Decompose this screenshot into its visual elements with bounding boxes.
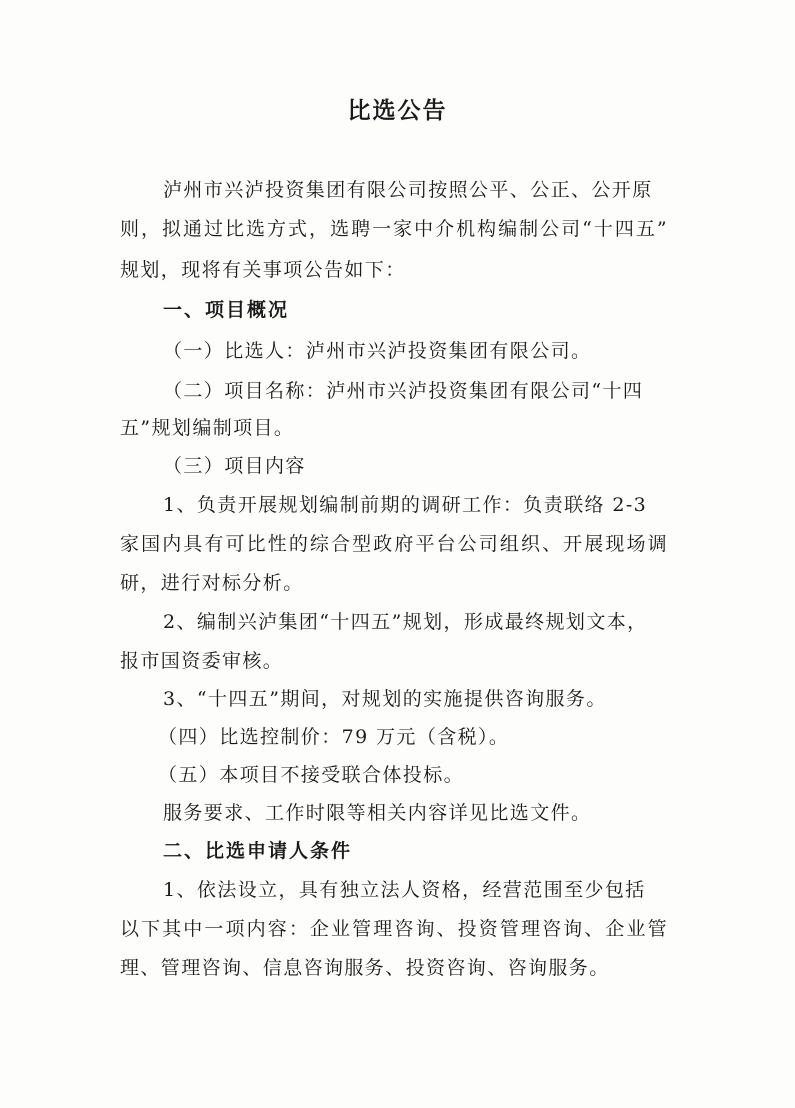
paragraph-line: （五）本项目不接受联合体投标。 bbox=[158, 764, 465, 786]
paragraph-line: 五”规划编制项目。 bbox=[120, 417, 295, 439]
paragraph-line: 泸州市兴泸投资集团有限公司按照公平、公正、公开原 bbox=[163, 179, 653, 201]
paragraph-line: 理、管理咨询、信息咨询服务、投资咨询、咨询服务。 bbox=[120, 957, 610, 979]
paragraph-line: （一）比选人：泸州市兴泸投资集团有限公司。 bbox=[163, 340, 592, 362]
paragraph-line: （三）项目内容 bbox=[163, 455, 306, 477]
paragraph-line: 服务要求、工作时限等相关内容详见比选文件。 bbox=[163, 802, 592, 824]
section-heading: 一、项目概况 bbox=[163, 299, 290, 321]
paragraph-line: 报市国资委审核。 bbox=[120, 650, 284, 672]
paragraph-line: 研，进行对标分析。 bbox=[120, 572, 304, 594]
paragraph-line: （四）比选控制价：79 万元（含税）。 bbox=[158, 726, 510, 748]
paragraph-line: 3、“十四五”期间，对规划的实施提供咨询服务。 bbox=[163, 688, 607, 710]
paragraph-line: 1、负责开展规划编制前期的调研工作：负责联络 2-3 bbox=[163, 494, 648, 516]
paragraph-line: 则，拟通过比选方式，选聘一家中介机构编制公司“十四五” bbox=[120, 218, 668, 240]
paragraph-line: 规划，现将有关事项公告如下： bbox=[120, 259, 406, 281]
paragraph-line: （二）项目名称：泸州市兴泸投资集团有限公司“十四 bbox=[163, 380, 644, 402]
section-heading: 二、比选申请人条件 bbox=[163, 840, 353, 862]
paragraph-line: 家国内具有可比性的综合型政府平台公司组织、开展现场调 bbox=[120, 533, 668, 555]
paragraph-line: 1、依法设立，具有独立法人资格，经营范围至少包括 bbox=[163, 879, 646, 901]
page-title: 比选公告 bbox=[347, 98, 448, 124]
paragraph-line: 2、编制兴泸集团“十四五”规划，形成最终规划文本， bbox=[163, 611, 648, 633]
paragraph-line: 以下其中一项内容：企业管理咨询、投资管理咨询、企业管 bbox=[120, 918, 668, 940]
